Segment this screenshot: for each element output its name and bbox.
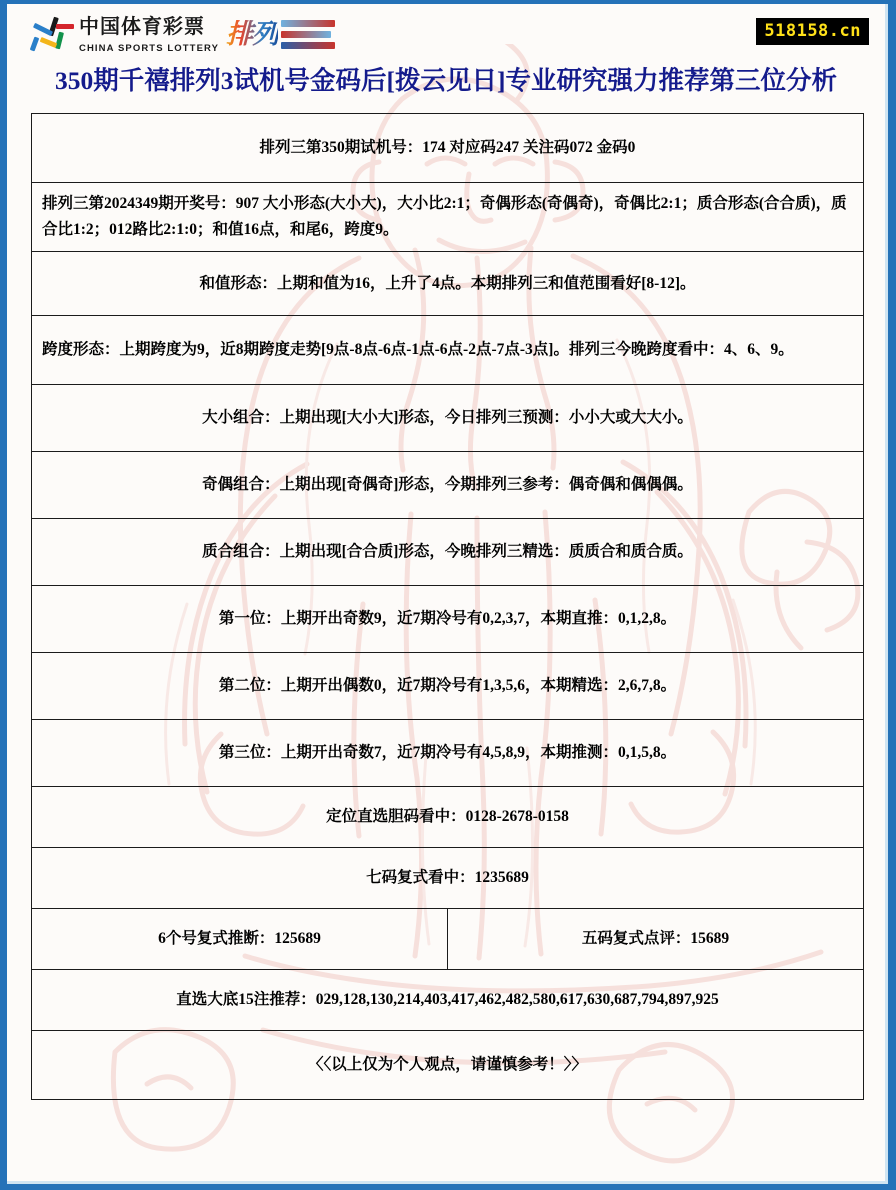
site-header xyxy=(7,4,885,62)
table-row xyxy=(32,452,864,519)
table-row xyxy=(32,653,864,720)
table-row-split xyxy=(32,909,864,970)
six-code-compound-cell: 6个号复式推断：125689 xyxy=(32,909,448,970)
span-pattern-row: 跨度形态：上期跨度为9，近8期跨度走势[9点-8点-6点-1点-6点-2点-7点-3点]。排列三今晚跨度看中：4、6、9。 xyxy=(32,316,864,385)
draw-result-row: 排列三第2024349期开奖号：907 大小形态(大小大)，大小比2:1；奇偶形态(奇偶奇)，奇偶比2:1；质合形态(合合质)，质合比1:2；012路比2:1:0；和值16点，和尾6，跨度9。 xyxy=(32,183,864,252)
logo-text-block xyxy=(79,15,219,56)
logo-english-name: CHINA SPORTS LOTTERY xyxy=(79,42,220,54)
page-title: 350期千禧排列3试机号金码后[拨云见日]专业研究强力推荐第三位分析 xyxy=(55,66,837,95)
lottery-emblem-icon xyxy=(29,15,73,55)
table-row xyxy=(32,252,864,316)
position-one-row: 第一位：上期开出奇数9，近7期冷号有0,2,3,7，本期直推：0,1,2,8。 xyxy=(32,586,864,653)
table-row xyxy=(32,970,864,1031)
prediction-table-wrapper xyxy=(31,113,861,1100)
table-row xyxy=(32,114,864,183)
positional-direct-row: 定位直选胆码看中：0128-2678-0158 xyxy=(32,787,864,848)
table-row xyxy=(32,586,864,653)
table-row xyxy=(32,1031,864,1100)
page-container xyxy=(7,4,888,1184)
table-row xyxy=(32,385,864,452)
odd-even-combo-row: 奇偶组合：上期出现[奇偶奇]形态，今期排列三参考：偶奇偶和偶偶偶。 xyxy=(32,452,864,519)
table-row xyxy=(32,316,864,385)
size-combo-row: 大小组合：上期出现[大小大]形态，今日排列三预测：小小大或大大小。 xyxy=(32,385,864,452)
table-row xyxy=(32,519,864,586)
prediction-table xyxy=(31,113,864,1100)
prime-composite-combo-row: 质合组合：上期出现[合合质]形态，今晚排列三精选：质质合和质合质。 xyxy=(32,519,864,586)
test-number-row: 排列三第350期试机号：174 对应码247 关注码072 金码0 xyxy=(32,114,864,183)
logo-game-name: 排列 xyxy=(226,19,279,50)
five-code-compound-cell: 五码复式点评：15689 xyxy=(448,909,864,970)
table-row xyxy=(32,183,864,252)
sum-pattern-row: 和值形态：上期和值为16，上升了4点。本期排列三和值范围看好[8-12]。 xyxy=(32,252,864,316)
logo-chinese-name: 中国体育彩票 xyxy=(79,13,205,38)
table-row xyxy=(32,720,864,787)
table-row xyxy=(32,848,864,909)
position-three-row: 第三位：上期开出奇数7，近7期冷号有4,5,8,9，本期推测：0,1,5,8。 xyxy=(32,720,864,787)
position-two-row: 第二位：上期开出偶数0，近7期冷号有1,3,5,6，本期精选：2,6,7,8。 xyxy=(32,653,864,720)
disclaimer-row: 〈〈以上仅为个人观点，请谨慎参考！〉〉 xyxy=(32,1031,864,1100)
table-row xyxy=(32,787,864,848)
seven-code-row: 七码复式看中：1235689 xyxy=(32,848,864,909)
big-bottom-recommendation-row: 直选大底15注推荐：029,128,130,214,403,417,462,482,580,617,630,687,794,897,925 xyxy=(32,970,864,1031)
logo-three-bars-icon xyxy=(281,20,335,54)
site-logo xyxy=(29,13,335,57)
site-url-badge: 518158.cn xyxy=(756,18,869,45)
